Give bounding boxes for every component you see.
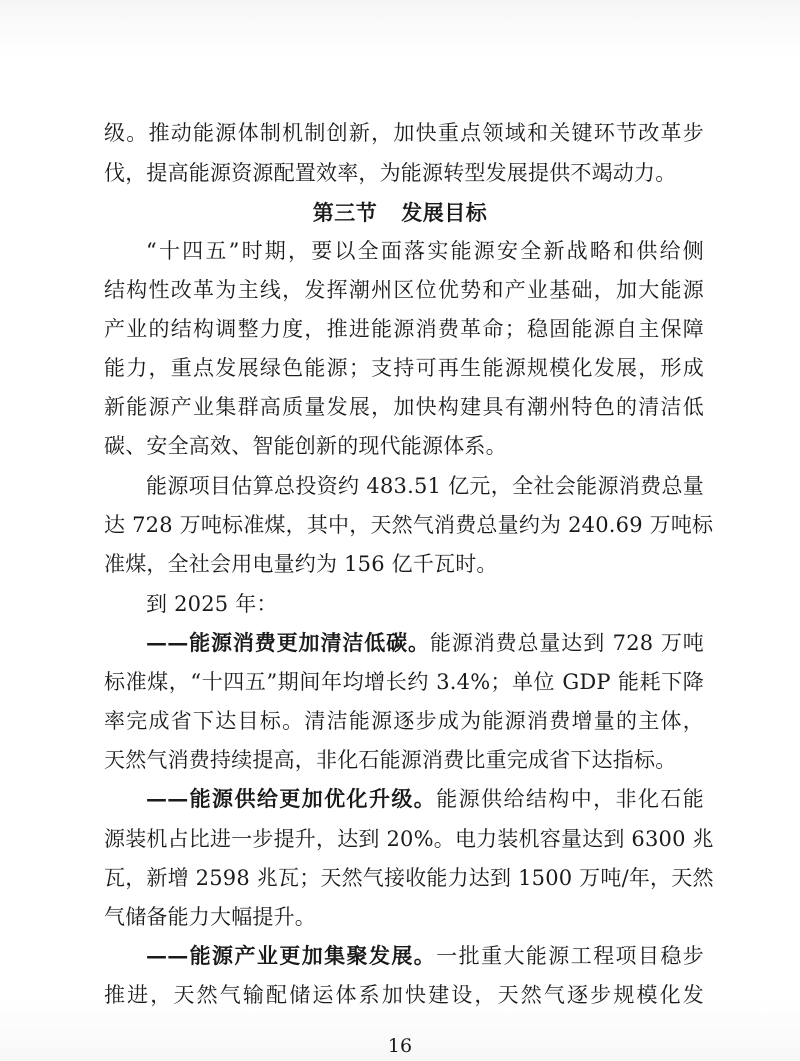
goal-consumption-line: [146, 628, 704, 658]
goal-industry-line: [146, 941, 704, 971]
paragraph-line: 产业的结构调整力度，推进能源消费革命；稳固能源自主保障: [104, 317, 704, 341]
goal-text: 一批重大能源工程项目稳步: [436, 944, 704, 968]
goal-heading: ——能源供给更加优化升级。: [146, 786, 437, 811]
paragraph-line: 新能源产业集群高质量发展，加快构建具有潮州特色的清洁低: [104, 395, 704, 419]
paragraph-line: 源装机占比进一步提升，达到 20%。电力装机容量达到 6300 兆: [104, 827, 714, 851]
paragraph-line: 碳、安全高效、智能创新的现代能源体系。: [104, 434, 507, 458]
section-heading: [0, 198, 800, 228]
paragraph-line: 能力，重点发展绿色能源；支持可再生能源规模化发展，形成: [104, 356, 704, 380]
paragraph-line: 气储备能力大幅提升。: [104, 905, 316, 929]
target-year: 到 2025 年：: [146, 592, 278, 616]
goal-heading: ——能源消费更加清洁低碳。: [146, 630, 430, 655]
paragraph-line: 率完成省下达目标。清洁能源逐步成为能源消费增量的主体，: [104, 709, 704, 733]
paragraph-line: 标准煤，“十四五”期间年均增长约 3.4%；单位 GDP 能耗下降: [104, 670, 704, 694]
paragraph-line: 级。推动能源体制机制创新，加快重点领域和关键环节改革步: [104, 121, 704, 145]
goal-text: 能源供给结构中，非化石能: [436, 787, 704, 811]
goal-supply-line: [146, 784, 704, 814]
section-number: 第三节: [312, 200, 378, 225]
paragraph-line: 瓦，新增 2598 兆瓦；天然气接收能力达到 1500 万吨/年，天然: [104, 866, 714, 890]
paragraph-line: 准煤，全社会用电量约为 156 亿千瓦时。: [104, 552, 498, 576]
goal-heading: ——能源产业更加集聚发展。: [146, 943, 437, 968]
paragraph-line: 达 728 万吨标准煤，其中，天然气消费总量约为 240.69 万吨标: [104, 513, 714, 537]
paragraph-line: 结构性改革为主线，发挥潮州区位优势和产业基础，加大能源: [104, 278, 704, 302]
paragraph-line: 推进，天然气输配储运体系加快建设，天然气逐步规模化发: [104, 983, 704, 1007]
paragraph-line: 伐，提高能源资源配置效率，为能源转型发展提供不竭动力。: [104, 161, 677, 185]
page-number: 16: [387, 1035, 413, 1057]
paragraph-line: 天然气消费持续提高，非化石能源消费比重完成省下达指标。: [104, 748, 677, 772]
goal-text: 能源消费总量达到 728 万吨: [429, 631, 704, 655]
paragraph-line: “十四五”时期，要以全面落实能源安全新战略和供给侧: [146, 239, 704, 263]
paragraph-line: 能源项目估算总投资约 483.51 亿元，全社会能源消费总量: [146, 474, 704, 498]
section-title: 发展目标: [401, 200, 488, 225]
